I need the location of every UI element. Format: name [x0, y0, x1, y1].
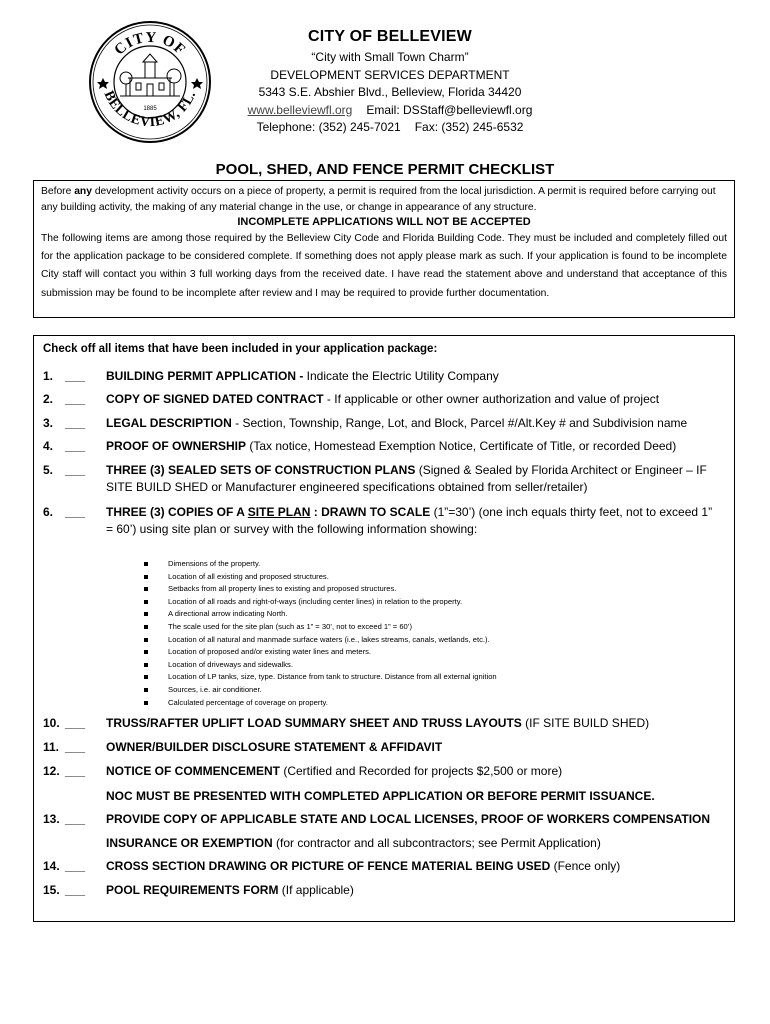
city-motto: “City with Small Town Charm” [311, 50, 469, 64]
list-item: Location of driveways and sidewalks. [144, 659, 497, 672]
address: 5343 S.E. Abshier Blvd., Belleview, Florida 34420 [258, 85, 522, 99]
list-item: Location of all natural and manmade surface waters (i.e., lakes streams, canals, wetlands, etc.). [144, 634, 497, 647]
letterhead [190, 28, 590, 137]
checkbox-blank[interactable]: ___ [65, 812, 86, 826]
list-item: Sources, i.e. air conditioner. [144, 684, 497, 697]
list-item: Location of all roads and right-of-ways (including center lines) in relation to the property. [144, 596, 497, 609]
checklist-box: Check off all items that have been included in your application package: 1. ___ BUILDING PERMIT APPLICATION - Indicate the Electric Utility Company 2. ___ COPY OF SIGNED DATED CONTRACT - If applicable or other owner authorization and value of project 3. ___ LEGAL DESCRIPTION - Section, Township, Range, Lot, and Block, Parcel #/Alt.Key # and Subdivision name 4. ___ PROOF OF OWNERSHIP (Tax notice, Homestead Exemption Notice, Certificate of Title, or recorded Deed) 5. ___ THREE (3) SEALED SETS OF CONSTRUCTION PLANS (Signed & Sealed by Florida Architect or Engineer – IF SITE BUILD SHED or Manufacturer engineered specifications obtained from seller/retailer) 6. ___ THREE (3) COPIES OF A SITE PLAN : DRAWN TO SCALE (1”=30’) (one inch equals thirty feet, not to exceed 1” = 60’) using site plan or survey with the following information showing: Dimensions of the property. Location of all existing and proposed structures. Setbacks from all property lines to existing and proposed structures. Location of all roads and right-of-ways (including center lines) in relation to the property. A directional arrow indicating North. The scale used for the site plan (such as 1” = 30’, not to exceed 1” = 60’) Location of all natural and manmade surface waters (i.e., lakes streams, canals, wetlands, etc.). Location of proposed and/or existing water lines and meters. Location of driveways and sidewalks. Location of LP tanks, size, type. Distance from tank to structure. Distance from all external ignition Sources, i.e. air conditioner. Calculated percentage of coverage on property. 10. ___ TRUSS/RAFTER UPLIFT LOAD SUMMARY SHEET AND TRUSS LAYOUTS (IF SITE BUILD SHED) 11. ___ OWNER/BUILDER DISCLOSURE STATEMENT & AFFIDAVIT 12. ___ NOTICE OF COMMENCEMENT (Certified and Recorded for projects $2,500 or more) NOC MUST BE PRESENTED WITH COMPLETED APPLICATION OR BEFORE PERMIT ISSUANCE. 13. ___ PROVIDE COPY OF APPLICABLE STATE AND LOCAL LICENSES, PROOF OF WORKERS COMPENSATION INSURANCE OR EXEMPTION (for contractor and all subcontractors; see Permit Application) 14. ___ CROSS SECTION DRAWING OR PICTURE OF FENCE MATERIAL BEING USED (Fence only) 15. ___ POOL REQUIREMENTS FORM (If applicable) [33, 335, 735, 922]
checkbox-blank[interactable]: ___ [65, 369, 86, 383]
department-name: DEVELOPMENT SERVICES DEPARTMENT [270, 67, 510, 82]
list-item: The scale used for the site plan (such as 1” = 30’, not to exceed 1” = 60’) [144, 621, 497, 634]
checklist-header: Check off all items that have been included in your application package: [43, 343, 438, 355]
checkbox-blank[interactable]: ___ [65, 505, 86, 519]
intro-box [33, 180, 735, 318]
incomplete-warning: INCOMPLETE APPLICATIONS WILL NOT BE ACCEPTED [237, 216, 531, 228]
checkbox-blank[interactable]: ___ [65, 416, 86, 430]
seal-star-left-icon [97, 78, 109, 89]
list-item: Location of proposed and/or existing water lines and meters. [144, 646, 497, 659]
list-item: A directional arrow indicating North. [144, 608, 497, 621]
checkbox-blank[interactable]: ___ [65, 439, 86, 453]
telephone: Telephone: (352) 245-7021 [256, 120, 401, 134]
checkbox-blank[interactable]: ___ [65, 463, 86, 477]
insurance-note: INSURANCE OR EXEMPTION (for contractor and all subcontractors; see Permit Application) [106, 836, 601, 850]
list-item: Setbacks from all property lines to existing and proposed structures. [144, 583, 497, 596]
intro-paragraph-2: The following items are among those required by the Belleview City Code and Florida Building Code. They must be included and completely filled out for the application package to be considered complete. If something does not apply please mark as such. If your application is found to be incomplete City staff will contact you within 3 full working days from the received date. I have read the statement above and understand that acceptance of this submission may be found to be incomplete after review and I may be required to provide further documentation. [41, 233, 727, 299]
seal-year: 1885 [143, 106, 157, 112]
contact-web-email [190, 102, 590, 120]
page-title: POOL, SHED, AND FENCE PERMIT CHECKLIST [215, 161, 555, 178]
checkbox-blank[interactable]: ___ [65, 859, 86, 873]
fax: Fax: (352) 245-6532 [414, 120, 524, 134]
checkbox-blank[interactable]: ___ [65, 740, 86, 754]
checkbox-blank[interactable]: ___ [65, 883, 86, 897]
city-name: CITY OF BELLEVIEW [307, 28, 472, 45]
list-item: Location of LP tanks, size, type. Distance from tank to structure. Distance from all external ignition [144, 671, 497, 684]
list-item: Dimensions of the property. [144, 558, 497, 571]
intro-paragraph-1: Before any development activity occurs on a piece of property, a permit is required from the local jurisdiction. A permit is required before carrying out any building activity, the making of any material change in the use, or change in appearance of any structure. [41, 186, 716, 213]
list-item: Calculated percentage of coverage on property. [144, 697, 497, 710]
seal-arc-top-text: CITY OF [111, 29, 189, 59]
website-link[interactable]: www.belleviewfl.org [247, 102, 353, 117]
email: Email: DSStaff@belleviewfl.org [366, 102, 533, 117]
seal-building-icon [120, 54, 181, 96]
checkbox-blank[interactable]: ___ [65, 764, 86, 778]
noc-note: NOC MUST BE PRESENTED WITH COMPLETED APPLICATION OR BEFORE PERMIT ISSUANCE. [106, 789, 655, 803]
list-item: Location of all existing and proposed structures. [144, 571, 497, 584]
checkbox-blank[interactable]: ___ [65, 392, 86, 406]
contact-phone-fax [190, 119, 590, 137]
seal-arc-bottom-text: BELLEVIEW, FL. [100, 88, 200, 131]
site-plan-requirements-list [144, 558, 497, 709]
checkbox-blank[interactable]: ___ [65, 716, 86, 730]
